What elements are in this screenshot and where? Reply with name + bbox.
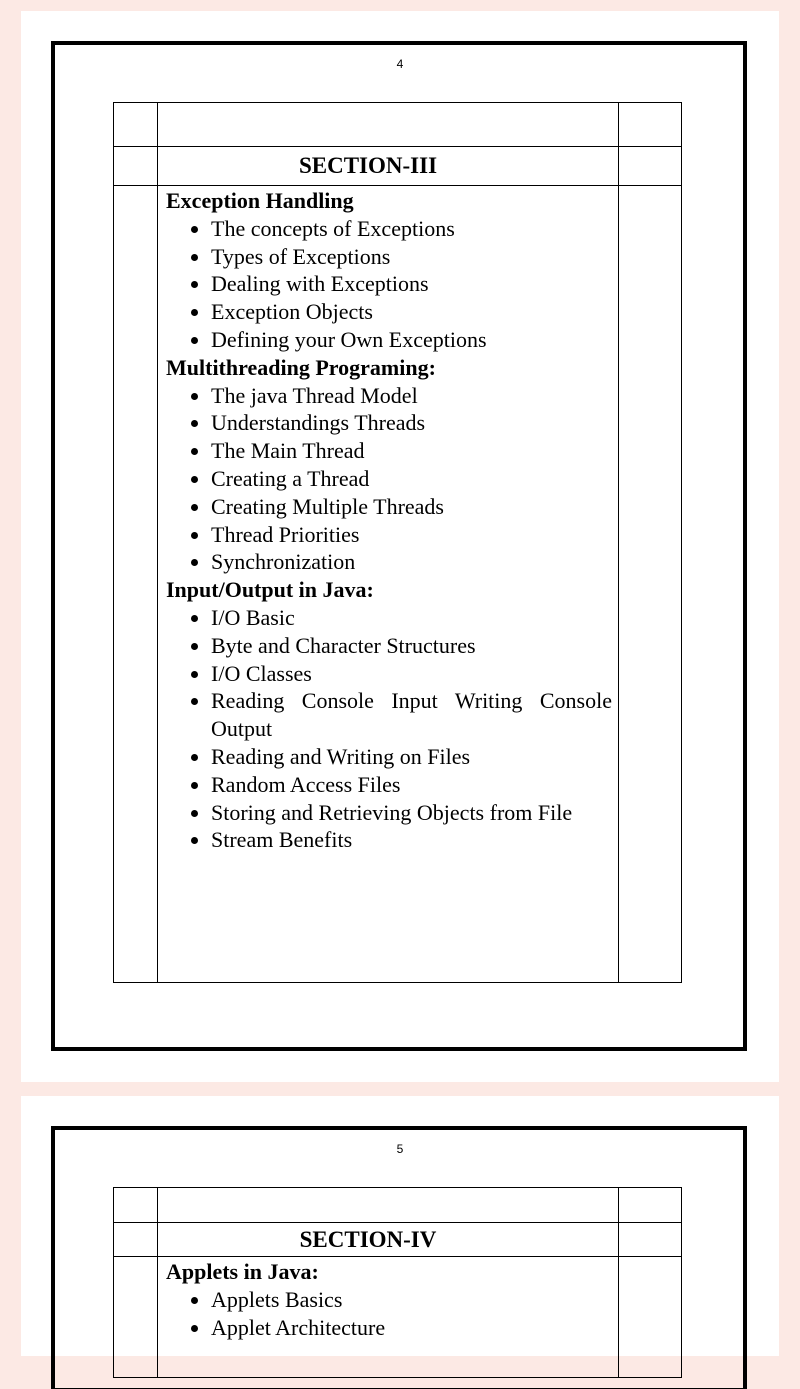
list-item: • Understandings Threads bbox=[211, 409, 612, 437]
list-item: • Defining your Own Exceptions bbox=[211, 326, 612, 354]
table-row bbox=[114, 1257, 682, 1378]
syllabus-table bbox=[113, 102, 682, 983]
topic-heading: Applets in Java: bbox=[166, 1259, 319, 1284]
list-item: • Creating Multiple Threads bbox=[211, 493, 612, 521]
list-item: • Reading Console Input Writing Console Output bbox=[211, 687, 612, 743]
topic-list bbox=[166, 604, 612, 854]
page-number: 4 bbox=[396, 57, 404, 71]
document-page bbox=[21, 1096, 779, 1356]
list-item: • Storing and Retrieving Objects from File bbox=[211, 799, 612, 827]
section-title: SECTION-III bbox=[298, 153, 438, 178]
syllabus-table bbox=[113, 1187, 682, 1378]
list-item: • I/O Basic bbox=[211, 604, 612, 632]
list-item: • Reading and Writing on Files bbox=[211, 743, 612, 771]
list-item: • Applet Architecture bbox=[211, 1314, 612, 1342]
table-row bbox=[114, 147, 682, 186]
page-number: 5 bbox=[396, 1142, 404, 1156]
table-row bbox=[114, 103, 682, 147]
list-item: • I/O Classes bbox=[211, 660, 612, 688]
list-item: • The java Thread Model bbox=[211, 382, 612, 410]
list-item: • Creating a Thread bbox=[211, 465, 612, 493]
list-item: • Dealing with Exceptions bbox=[211, 270, 612, 298]
table-row bbox=[114, 186, 682, 983]
topic-heading: Exception Handling bbox=[166, 188, 354, 213]
table-row bbox=[114, 1223, 682, 1257]
list-item: • The Main Thread bbox=[211, 437, 612, 465]
list-item: • Types of Exceptions bbox=[211, 243, 612, 271]
topic-list bbox=[166, 215, 612, 354]
list-item: • Thread Priorities bbox=[211, 521, 612, 549]
topic-list bbox=[166, 1286, 612, 1342]
list-item: • Exception Objects bbox=[211, 298, 612, 326]
list-item: • Random Access Files bbox=[211, 771, 612, 799]
topic-heading: Input/Output in Java: bbox=[166, 577, 374, 603]
list-item: • Stream Benefits bbox=[211, 826, 612, 854]
list-item: • Byte and Character Structures bbox=[211, 632, 612, 660]
topic-heading: Multithreading Programing: bbox=[166, 354, 436, 380]
list-item: • Applets Basics bbox=[211, 1286, 612, 1314]
topic-list bbox=[166, 382, 612, 577]
list-item: • The concepts of Exceptions bbox=[211, 215, 612, 243]
list-item: • Synchronization bbox=[211, 548, 612, 576]
section-content bbox=[158, 186, 618, 854]
section-title: SECTION-IV bbox=[299, 1227, 437, 1252]
document-page bbox=[21, 11, 779, 1082]
section-content bbox=[158, 1257, 618, 1341]
table-row bbox=[114, 1188, 682, 1223]
